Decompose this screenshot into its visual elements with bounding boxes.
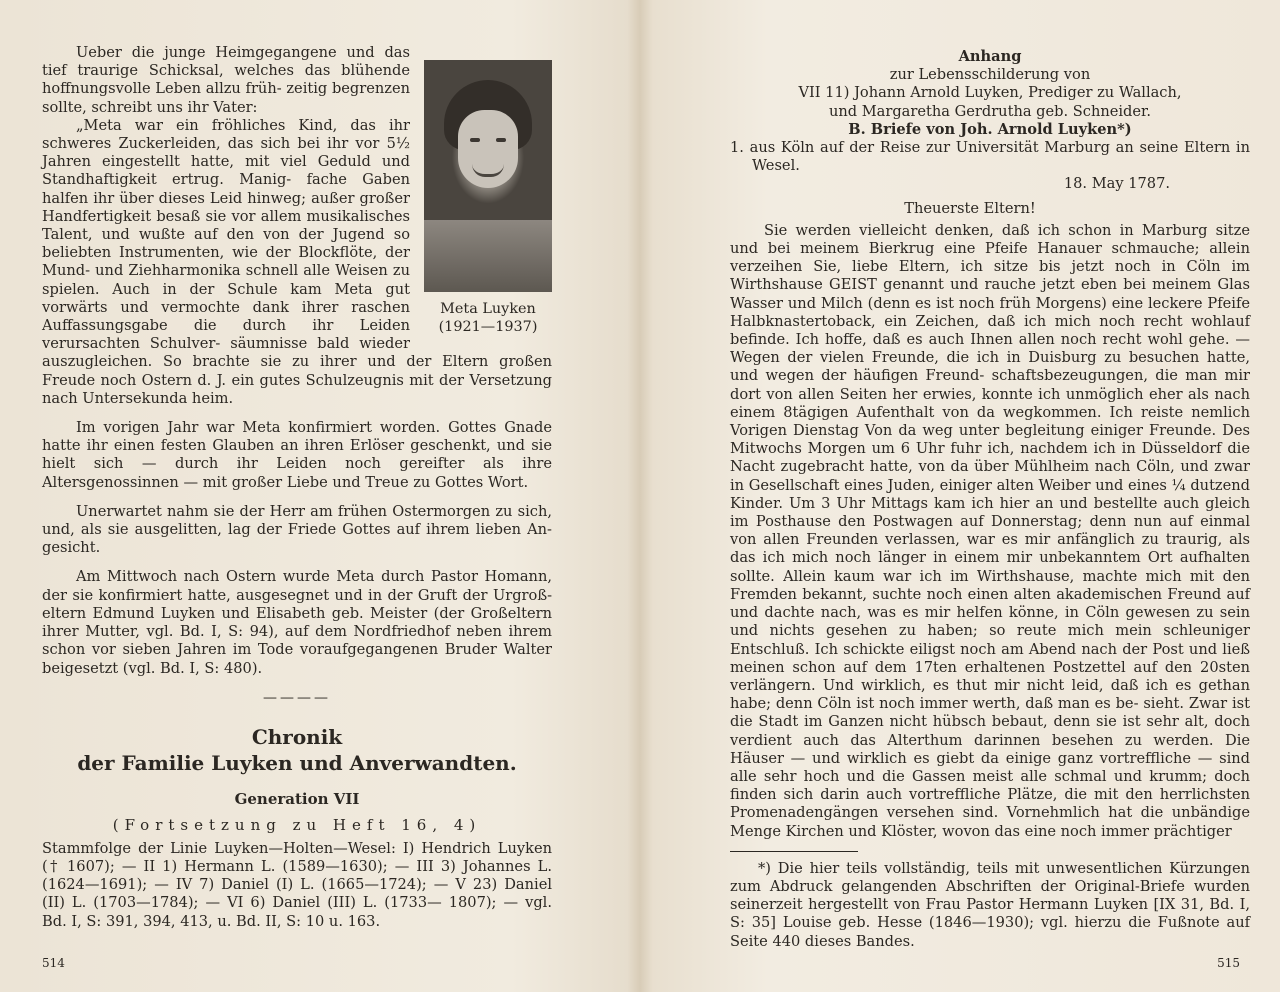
letter-greeting: Theuerste Eltern! bbox=[904, 199, 1036, 217]
portrait-photo bbox=[424, 60, 552, 292]
portrait-caption bbox=[424, 300, 552, 336]
caption-years: (1921—1937) bbox=[438, 319, 538, 335]
portrait-figure bbox=[424, 60, 552, 336]
page-number-right: 515 bbox=[1217, 956, 1240, 970]
section-heading: B. Briefe von Joh. Arnold Luyken*) bbox=[848, 120, 1132, 138]
chronik-title: Chronik bbox=[251, 724, 343, 749]
letter-body: Sie werden vielleicht denken, daß ich schon in Marburg sitze und bei meinem Bierkrug eine Pfeife Hanauer schmauche; allein verzeihen Sie, liebe Eltern, ich sitze bis jetzt noch in Cöln im Wirthshause GEIST genannt und rauche jetzt eben bei meinem Glas Wasser und Milch (denn es ist noch früh Morgens) eine leckere Pfeife Halbknastertoback, ein Zeichen, daß ich mich noch recht wohlauf befinde. Ich hoffe, daß es auch Ihnen allen noch recht wohl gehe. — Wegen der vielen Freunde, die ich in Duisburg zu besuchen hatte, und wegen der häufigen Freund- schaftsbezeugungen, die man mir dort von allen Seiten her erwies, konnte ich unmöglich eher als nach einem 8tägigen Aufenthalt von da wegkommen. Ich reiste nemlich Vorigen Dienstag Von da weg unter begleitung einiger Freunde. Des Mitwochs Morgen um 6 Uhr fuhr ich, nachdem ich in Düsseldorf die Nacht zugebracht hatte, von da über Mühlheim nach Cöln, und zwar in Gesellschaft eines Juden, einiger alten Weiber und eines ¼ dutzend Kinder. Um 3 Uhr Mittags kam ich hier an und bestellte auch gleich im Posthause den Postwagen auf Donnerstag; denn nun auf einmal von allen Freunden verlassen, war es mir anfänglich zu traurig, als das ich mich noch länger in einem mir unbekanntem Ort aufhalten sollte. Allein kaum war ich im Wirthshause, machte mich mit den Fremden bekannt, suchte noch einen alten akademischen Freund auf und dachte nach, was es mir helfen könne, in Cöln gewesen zu sein und nichts gesehen zu haben; so reute mich mein schleuniger Entschluß. Ich schickte eiligst noch am Abend nach der Post und ließ meinen schon auf dem 17ten erhaltenen Postzettel auf den 20sten verlängern. Und wirklich, es thut mir nicht leid, daß ich es gethan habe; denn Cöln ist noch immer werth, daß man es be- sieht. Zwar ist die Stadt im Ganzen nicht hübsch bebaut, denn sie ist sehr alt, doch verdient auch das Alterthum darinnen besehen zu werden. Die Häuser — und wirklich es giebt da einige ganz vortreffliche — sind alle sehr hoch und die Gassen meist alle schmal und krumm; doch finden sich darin auch vortreffliche Plätze, die mit den herrlichsten Promenadengängen versehen sind. Vornehmlich hat die unbändige Menge Kirchen und Klöster, wovon das eine noch immer prächtiger bbox=[730, 221, 1250, 840]
letter-heading: 1. aus Köln auf der Reise zur Universität Marburg an seine Eltern in Wesel. bbox=[730, 139, 1250, 175]
paragraph-1: „Meta war ein fröhliches Kind, das ihr schweres Zuckerleiden, das sich bei ihr vor 5½ Jahren eingestellt hatte, mit viel Geduld und Standhaftigkeit ertrug. Manig- fache Gaben halfen ihr über dieses Leid hinweg; außer großer Handfertigkeit besaß sie vor allem musikalisches Talent, und wußte auf den von der Jugend so beliebten Instrumenten, wie der Blockflöte, der Mund- und Ziehharmonika schnell alle Weisen zu spielen. Auch in der Schule kam Meta gut vorwärts und vermochte dank ihrer raschen Auffassungsgabe die durch ihr Leiden verursachten Schulver- säumnisse bald wieder auszugleichen. So brachte sie zu ihrer und der Eltern großen Freude noch Ostern d. J. ein gutes Schulzeugnis mit der Versetzung nach Untersekunda heim. bbox=[42, 116, 552, 407]
page-number-left: 514 bbox=[42, 956, 65, 970]
fortsetzung-line: (Fortsetzung zu Heft 16, 4) bbox=[112, 815, 482, 834]
footnote-rule bbox=[730, 851, 858, 852]
anhang-line-3: VII 11) Johann Arnold Luyken, Prediger zu Wallach, bbox=[798, 84, 1182, 102]
paragraph-4: Am Mittwoch nach Ostern wurde Meta durch Pastor Homann, der sie konfirmiert hatte, ausgesegnet und in der Gruft der Urgroß- eltern Edmund Luyken und Elisabeth geb. Meister (der Großeltern ihrer Mutter, vgl. Bd. I, S: 94), auf dem Nordfriedhof neben ihrem schon vor sieben Jahren im Tode voraufgegangenen Bruder Walter beigesetzt (vgl. Bd. I, S: 480). bbox=[42, 568, 552, 677]
footnote: *) Die hier teils vollständig, teils mit unwesentlichen Kürzungen zum Abdruck gelangenden Abschriften der Original-Briefe wurden seinerzeit hergestellt von Frau Pastor Hermann Luyken [IX 31, Bd. I, S: 35] Louise geb. Hesse (1846—1930); vgl. hierzu die Fußnote auf Seite 440 dieses Bandes. bbox=[730, 859, 1250, 950]
paragraph-2: Im vorigen Jahr war Meta konfirmiert worden. Gottes Gnade hatte ihr einen festen Glauben an ihren Erlöser geschenkt, und sie hielt sich — durch ihr Leiden noch gereifter als ihre Altersgenossinnen — mit großer Liebe und Treue zu Gottes Wort. bbox=[42, 419, 552, 491]
paragraph-3: Unerwartet nahm sie der Herr am frühen Ostermorgen zu sich, und, als sie ausgelitten, lag der Friede Gottes auf ihrem lieben An- gesicht. bbox=[42, 502, 552, 557]
stammfolge-paragraph: Stammfolge der Linie Luyken—Holten—Wesel: I) Hendrich Luyken († 1607); — II 1) Hermann L. (1589—1630); — III 3) Johannes L. (1624—1691); — IV 7) Daniel (I) L. (1665—1724); — V 23) Daniel (II) L. (1703—1784); — VI 6) Daniel (III) L. (1733— 1807); — vgl. Bd. I, S: 391, 394, 413, u. Bd. II, S: 10 u. 163. bbox=[42, 839, 552, 930]
chronik-subtitle: der Familie Luyken und Anverwandten. bbox=[77, 750, 517, 775]
letter-date: 18. May 1787. bbox=[1063, 175, 1170, 193]
anhang-line-2: zur Lebensschilderung von bbox=[889, 66, 1091, 84]
caption-name: Meta Luyken bbox=[440, 301, 536, 317]
intro-paragraph: Ueber die junge Heimgegangene und das tief traurige Schicksal, welches das blühende hoffnungsvolle Leben allzu früh- zeitig begrenzen sollte, schreibt uns ihr Vater: bbox=[42, 44, 410, 116]
right-page bbox=[650, 0, 1280, 992]
generation-heading: Generation VII bbox=[234, 789, 360, 808]
left-page bbox=[0, 0, 630, 992]
anhang-heading: Anhang bbox=[958, 48, 1022, 65]
separator: ———— bbox=[263, 689, 331, 706]
anhang-line-4: und Margaretha Gerdrutha geb. Schneider. bbox=[828, 102, 1152, 120]
